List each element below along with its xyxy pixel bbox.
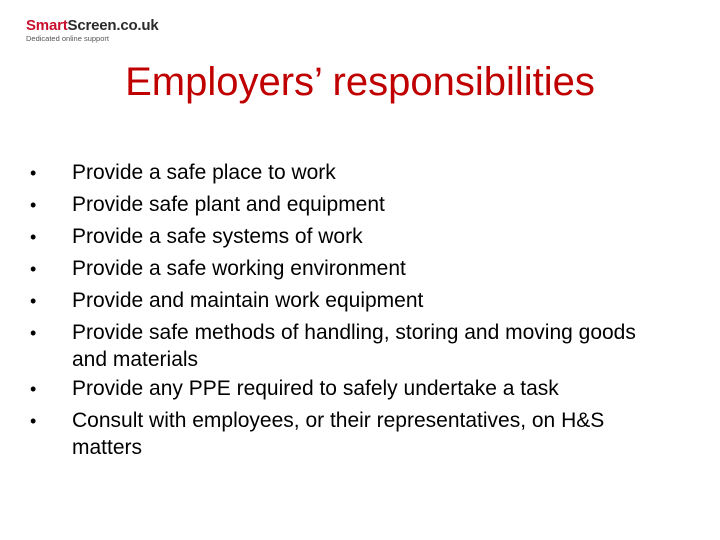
- bullet-item: [30, 405, 670, 461]
- bullet-icon: •: [30, 379, 37, 399]
- bullet-text: Provide a safe working environment: [72, 257, 406, 280]
- bullet-item: [30, 285, 670, 317]
- bullet-text: Provide safe methods of handling, storing and moving goods and materials: [72, 321, 636, 371]
- bullet-item: [30, 157, 670, 189]
- bullet-text: Provide a safe place to work: [72, 161, 336, 184]
- bullet-icon: •: [30, 195, 37, 215]
- bullet-icon: •: [30, 323, 37, 343]
- bullet-item: [30, 253, 670, 285]
- bullet-text: Provide any PPE required to safely undertake a task: [72, 377, 559, 400]
- bullet-text: Provide and maintain work equipment: [72, 289, 424, 312]
- bullet-icon: •: [30, 227, 37, 247]
- bullet-item: [30, 221, 670, 253]
- bullet-text: Provide a safe systems of work: [72, 225, 363, 248]
- bullet-item: [30, 189, 670, 221]
- logo-tagline: Dedicated online support: [26, 34, 109, 43]
- bullet-item: [30, 373, 670, 405]
- bullet-icon: •: [30, 259, 37, 279]
- bullet-item: [30, 317, 670, 373]
- bullet-text: Consult with employees, or their representatives, on H&S matters: [72, 409, 605, 459]
- logo-wordmark: [26, 18, 159, 33]
- slide-title: Employers’ responsibilities: [125, 60, 595, 104]
- bullet-list: [30, 157, 670, 461]
- smartscreen-logo: [26, 18, 159, 43]
- bullet-icon: •: [30, 291, 37, 311]
- logo-brand-red: Smart: [26, 17, 68, 34]
- bullet-icon: •: [30, 411, 37, 431]
- bullet-icon: •: [30, 163, 37, 183]
- bullet-text: Provide safe plant and equipment: [72, 193, 385, 216]
- logo-brand-rest: Screen.co.uk: [67, 17, 159, 34]
